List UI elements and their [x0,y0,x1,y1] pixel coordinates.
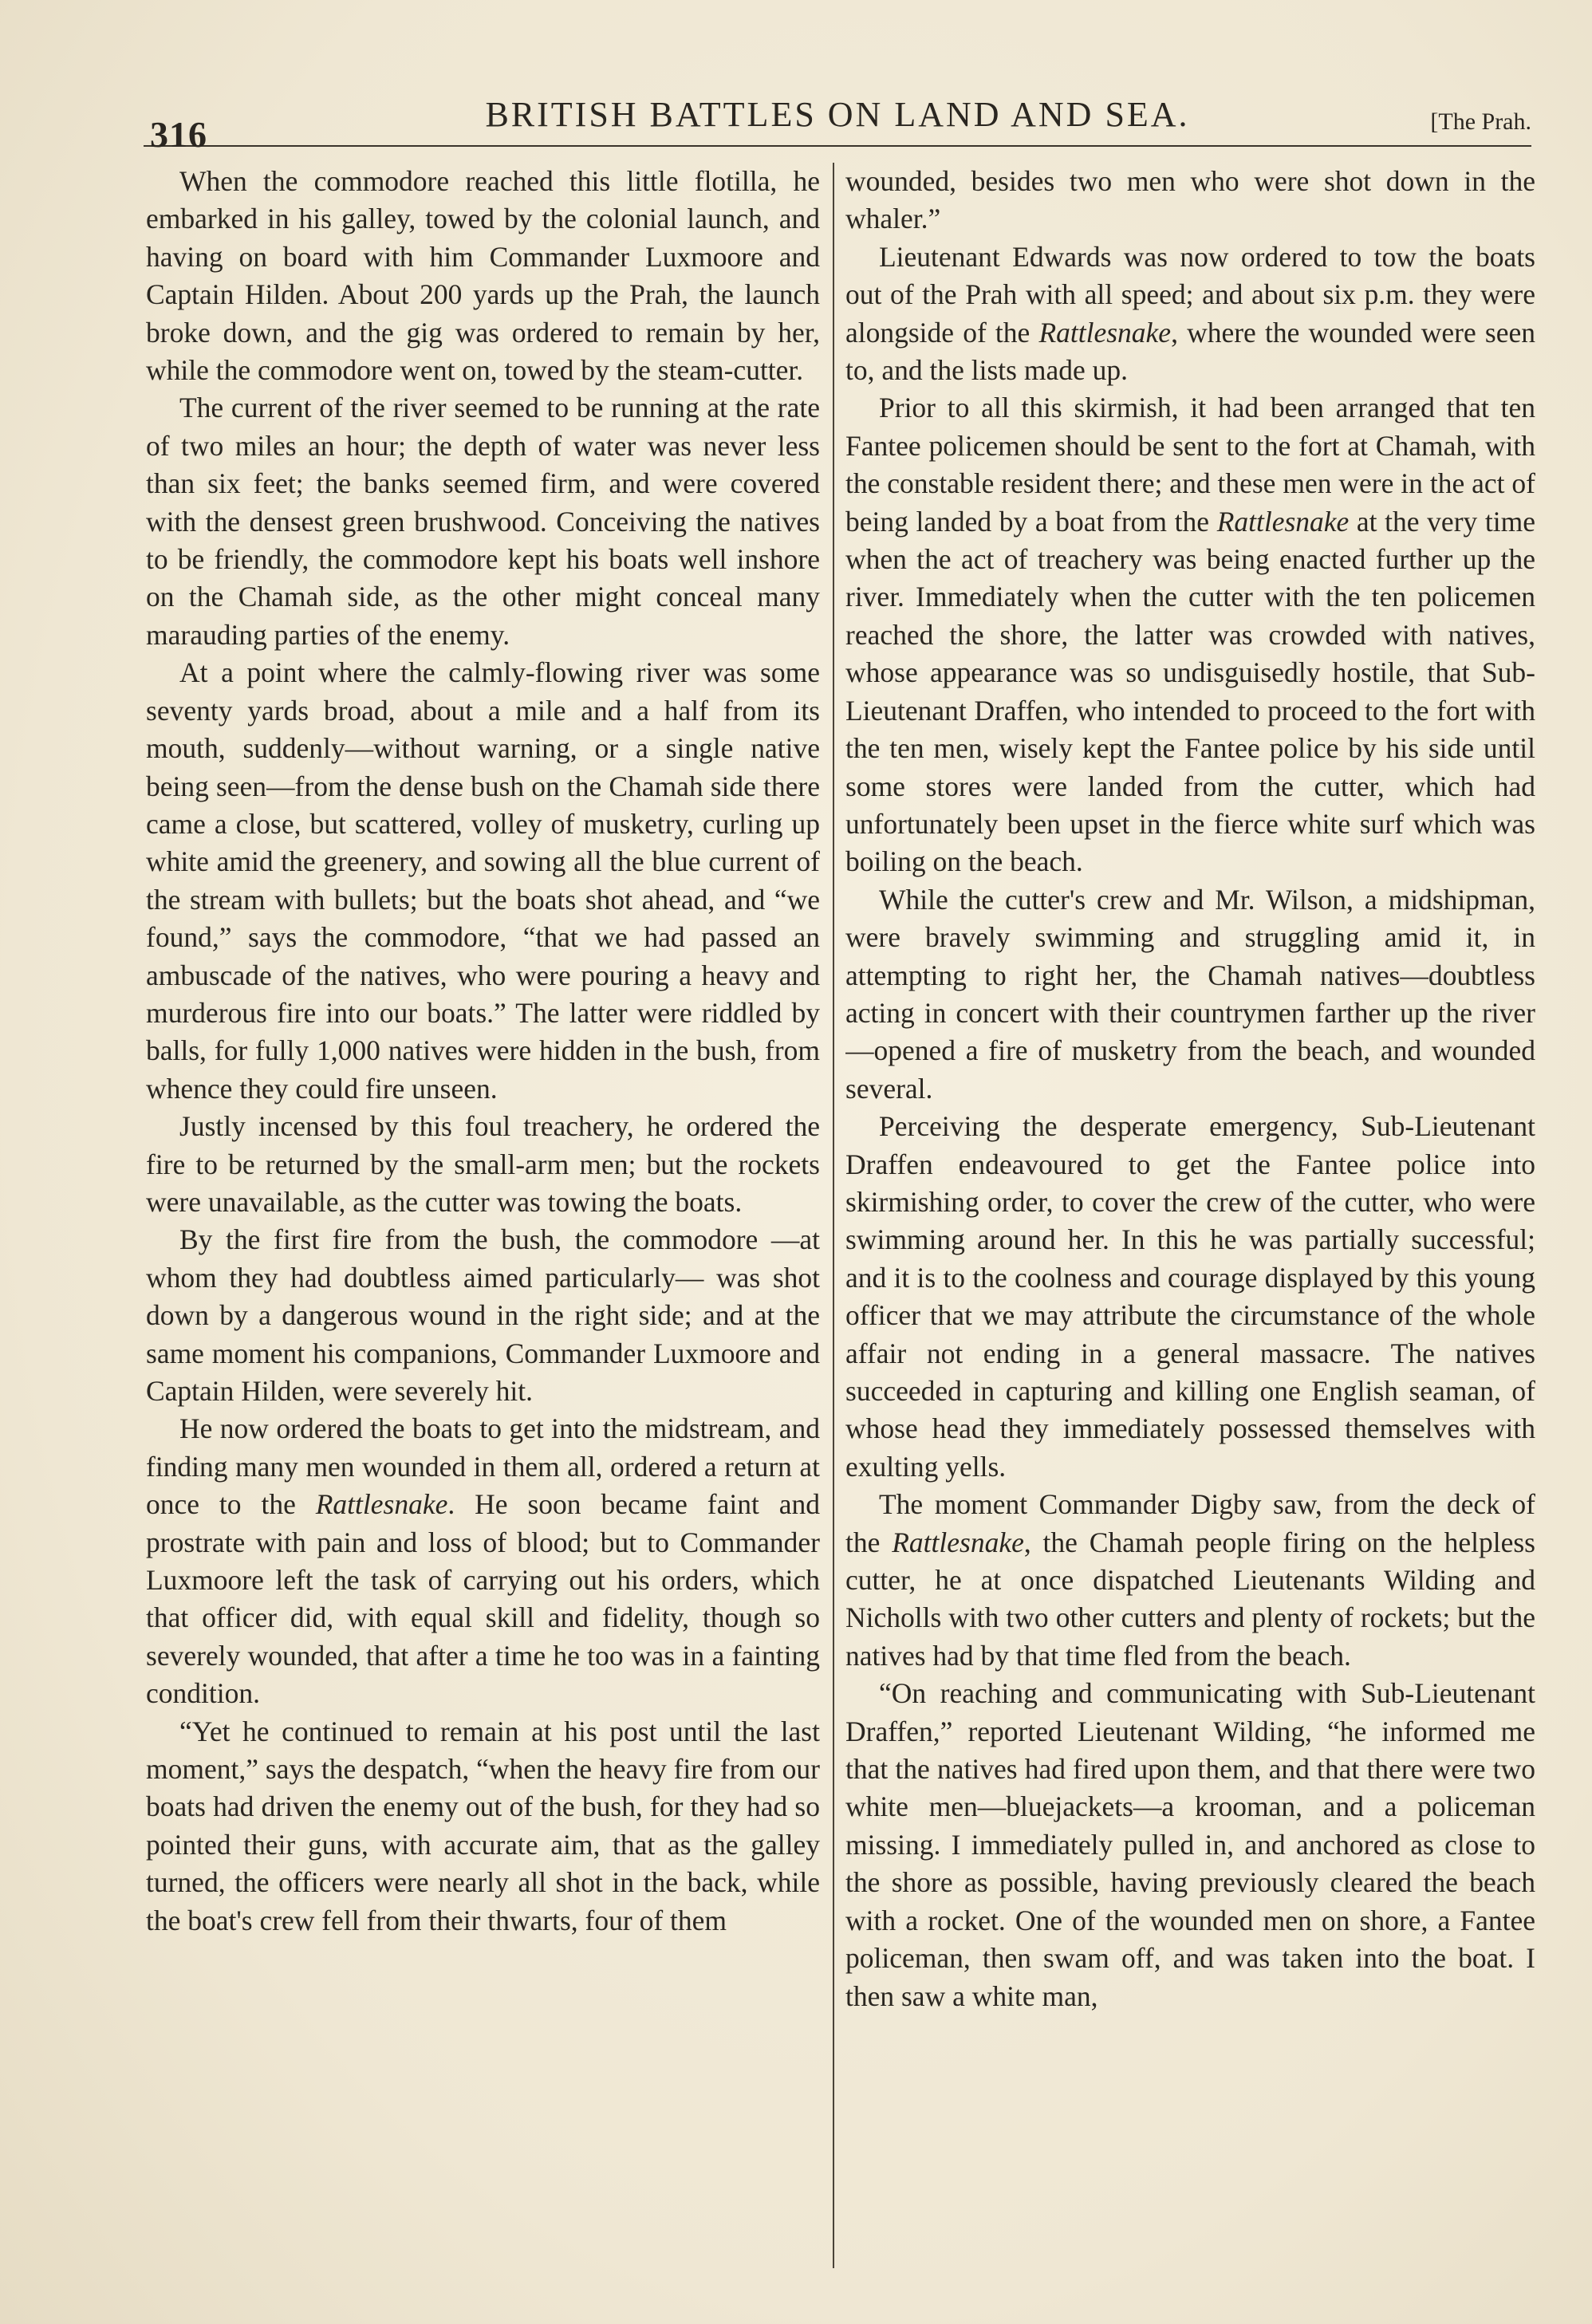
page-header [144,89,1531,155]
paragraph: While the cutter's crew and Mr. Wilson, a midshipman, were bravely swimming and struggling amid it, in attempting to right her, the Chamah natives—doubtless acting in concert with their countrymen farther up the river—opened a fire of musketry from the beach, and wounded several. [845,883,1535,1105]
page-number: 316 [150,114,207,155]
paragraph: “Yet he continued to remain at his post until the last moment,” says the despatch, “when the heavy fire from our boats had driven the enemy out of the bush, for they had so pointed their guns, with accurate aim, that as the galley turned, the officers were nearly all shot in the back, while the boat's crew fell from their thwarts, four of them [146,1715,820,1936]
paragraph: At a point where the calmly-flowing river was some seventy yards broad, about a mile and a half from its mouth, suddenly—without warning, or a single native being seen—from the dense bush on the Chamah side there came a close, but scattered, volley of musketry, curling up white amid the greenery, and sowing all the blue current of the stream with bullets; but the boats shot ahead, and “we found,” says the commodore, “that we had passed an ambuscade of the natives, who were pouring a heavy and murderous fire into our boats.” The latter were riddled by balls, for fully 1,000 natives were hidden in the bush, from whence they could fire unseen. [146,656,820,1105]
right-column [845,163,1535,2268]
paragraph: Justly incensed by this foul treachery, he ordered the fire to be returned by the small-arm men; but the rockets were unavailable, as the cutter was towing the boats. [146,1110,820,1218]
ship-name: Rattlesnake [1038,316,1172,349]
paragraph: The moment Commander Digby saw, from the deck of the Rattlesnake, the Chamah people firing on the helpless cutter, he at once dispatched Lieutenants Wilding and Nicholls with two other cutters and plenty of rockets; but the natives had by that time fled from the beach. [845,1488,1535,1672]
paragraph: By the first fire from the bush, the commodore —at whom they had doubtless aimed particularly— was shot down by a dangerous wound in the right side; and at the same moment his companions, Commander Luxmoore and Captain Hilden, were severely hit. [146,1223,820,1407]
ship-name: Rattlesnake [315,1488,448,1521]
paragraph: Lieutenant Edwards was now ordered to tow the boats out of the Prah with all speed; and about six p.m. they were alongside of the Rattlesnake, where the wounded were seen to, and the lists made up. [845,240,1535,387]
paragraph: wounded, besides two men who were shot down in the whaler.” [845,165,1535,235]
ship-name: Rattlesnake [1216,505,1350,538]
paragraph: Perceiving the desperate emergency, Sub-Lieutenant Draffen endeavoured to get the Fantee police into skirmishing order, to cover the crew of the cutter, who were swimming around her. In this he was partially successful; and it is to the coolness and courage displayed by this young officer that we may attribute the circumstance of the whole affair not ending in a general massacre. The natives succeeded in capturing and killing one English seaman, of whose head they immediately possessed themselves with exulting yells. [845,1110,1535,1483]
ship-name: Rattlesnake [892,1526,1024,1558]
left-column [146,163,820,2268]
paragraph: He now ordered the boats to get into the midstream, and finding many men wounded in them all, ordered a return at once to the Rattlesnake. He soon became faint and prostrate with pain and loss of blood; but to Commander Luxmoore left the task of carrying out his orders, which that officer did, with equal skill and fidelity, though so severely wounded, that after a time he too was in a fainting condition. [146,1412,820,1710]
paragraph: When the commodore reached this little flotilla, he embarked in his galley, towed by the colonial launch, and having on board with him Commander Luxmoore and Captain Hilden. About 200 yards up the Prah, the launch broke down, and the gig was ordered to remain by her, while the commodore went on, towed by the steam-cutter. [146,165,820,387]
section-reference: [The Prah. [1430,108,1531,135]
paragraph: Prior to all this skirmish, it had been arranged that ten Fantee policemen should be sent to the fort at Chamah, with the constable resident there; and these men were in the act of being landed by a boat from the Rattlesnake at the very time when the act of treachery was being enacted further up the river. Immediately when the cutter with the ten policemen reached the shore, the latter was crowded with natives, whose appearance was so undisguisedly hostile, that Sub-Lieutenant Draffen, who intended to proceed to the fort with the ten men, wisely kept the Fantee police by his side until some stores were landed from the cutter, which had unfortunately been upset in the fierce white surf which was boiling on the beach. [845,392,1535,878]
running-title: BRITISH BATTLES ON LAND AND SEA. [485,95,1190,134]
paragraph: The current of the river seemed to be running at the rate of two miles an hour; the depth of water was never less than six feet; the banks seemed firm, and were covered with the densest green brushwood. Conceiving the natives to be friendly, the commodore kept his boats well inshore on the Chamah side, as the other might conceal many marauding parties of the enemy. [146,392,820,651]
column-divider [833,163,834,2268]
paragraph: “On reaching and communicating with Sub-Lieutenant Draffen,” reported Lieutenant Wilding, “he informed me that the natives had fired upon them, and that there were two white men—bluejackets—a krooman, and a policeman missing. I immediately pulled in, and anchored as close to the shore as possible, having previously cleared the beach with a rocket. One of the wounded men on shore, a Fantee policeman, then swam off, and was taken into the boat. I then saw a white man, [845,1677,1535,2012]
